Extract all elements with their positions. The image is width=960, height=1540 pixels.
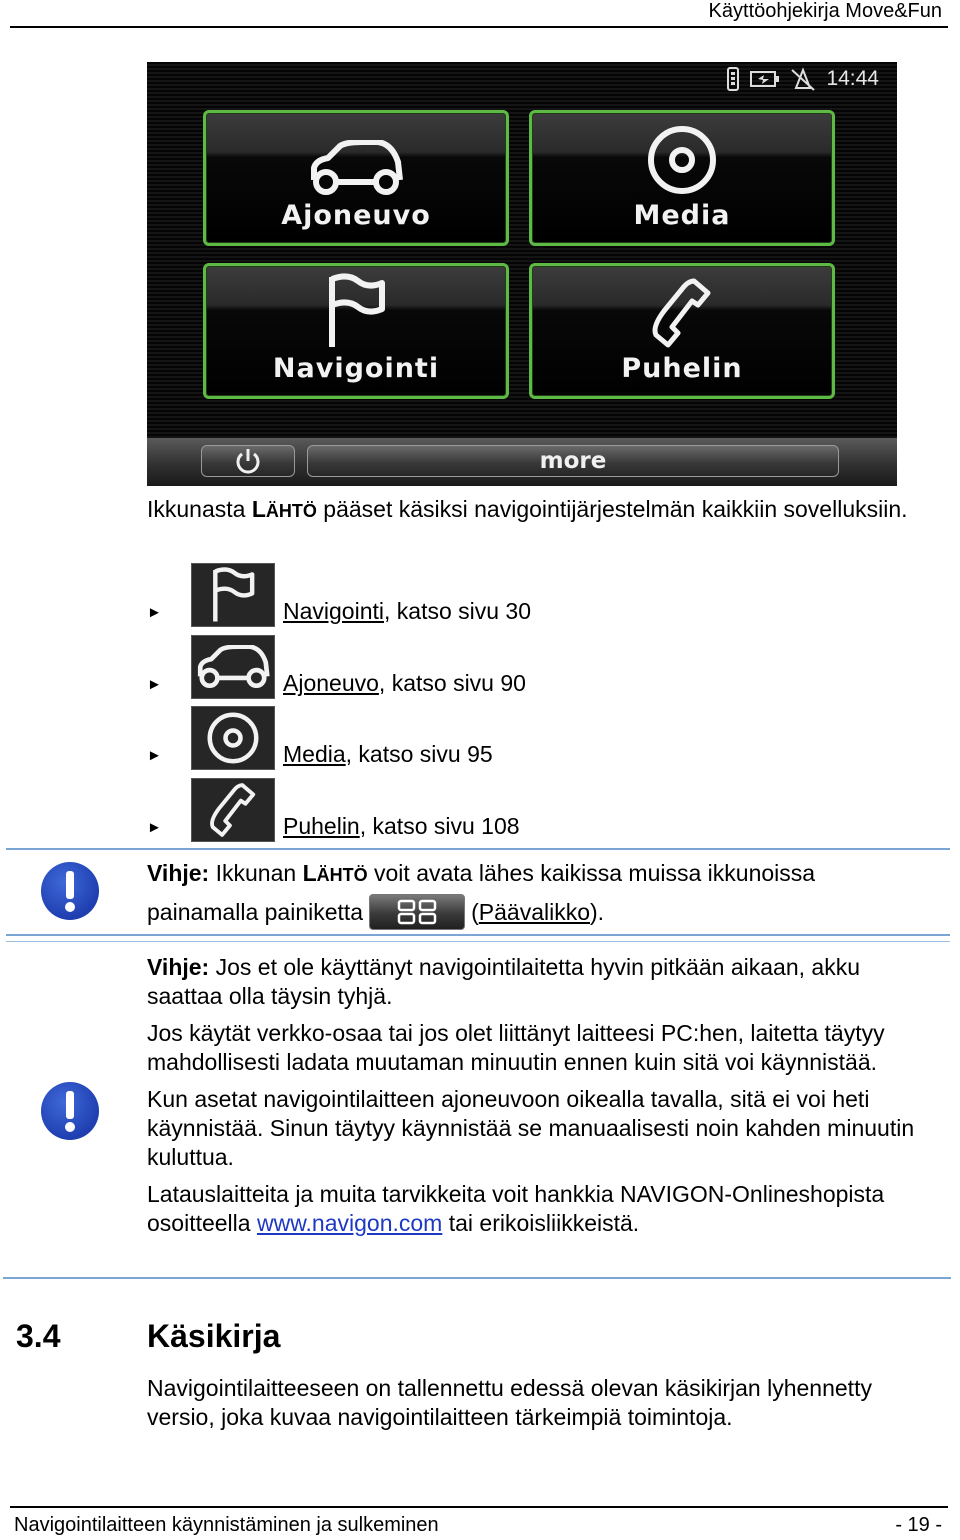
tile-navigointi[interactable]: [203, 263, 509, 399]
tile-label-ajoneuvo: Ajoneuvo: [281, 200, 431, 231]
phone-icon: [650, 277, 714, 349]
car-icon: [306, 140, 406, 196]
list-item: ► Puhelin, katso sivu 108: [147, 778, 520, 842]
page-number: - 19 -: [895, 1514, 942, 1536]
exclamation-icon: [41, 1082, 99, 1140]
triangle-bullet-icon: ►: [147, 676, 162, 693]
battery-icon: [750, 70, 780, 88]
tip-rule-bottom: [6, 934, 950, 936]
section-number: 3.4: [16, 1318, 61, 1354]
main-menu-grid-icon: [397, 899, 437, 925]
lahto-caps-first: L: [251, 496, 266, 522]
tip-2: [147, 953, 939, 1238]
footer-chapter: Navigointilaitteen käynnistäminen ja sulkeminen: [14, 1514, 439, 1536]
more-label: more: [539, 448, 607, 474]
tile-ajoneuvo[interactable]: [203, 110, 509, 246]
power-button[interactable]: [201, 445, 295, 477]
tile-label-puhelin: Puhelin: [621, 353, 743, 384]
triangle-bullet-icon: ►: [147, 819, 162, 836]
section-body: Navigointilaitteeseen on tallennettu edessä olevan käsikirjan lyhennetty versio, joka kuvaa navigointilaitteen tärkeimpiä toimintoja.: [147, 1375, 872, 1430]
navigon-url-link[interactable]: www.navigon.com: [256, 1210, 443, 1236]
power-icon: [234, 447, 262, 475]
link-media[interactable]: Media: [283, 741, 346, 767]
status-bar: [726, 66, 879, 92]
device-bottom-bar: [147, 438, 897, 486]
tile-label-media: Media: [633, 200, 731, 231]
exclamation-icon: [41, 862, 99, 920]
device-screenshot: [147, 62, 897, 486]
footer-rule: [10, 1506, 948, 1508]
tip-2-paragraph-3: Kun asetat navigointilaitteen ajoneuvoon oikealla tavalla, sitä ei voi heti käynnistää. Sinun täytyy käynnistää se manuaalisesti noin kahden minuutin kuluttua.: [147, 1086, 915, 1170]
tip-2-rule-bottom: [3, 1277, 951, 1279]
tip-rule-thin: [6, 941, 950, 942]
header-rule: [10, 26, 948, 28]
gps-receiver-icon: [726, 67, 740, 91]
tip-label: Vihje:: [147, 860, 210, 886]
car-icon: [191, 635, 275, 699]
tip-label: Vihje:: [147, 954, 210, 980]
status-time: 14:44: [826, 67, 879, 90]
section-title: Käsikirja: [147, 1318, 281, 1354]
flag-icon: [191, 563, 275, 627]
document-header: Käyttöohjekirja Move&Fun: [708, 0, 942, 22]
tile-media[interactable]: [529, 110, 835, 246]
tip-2-paragraph-1: Vihje: Jos et ole käyttänyt navigointilaitetta hyvin pitkään aikaan, akku saattaa olla täysin tyhjä.: [147, 954, 860, 1009]
gps-signal-off-icon: [790, 66, 816, 92]
tile-label-navigointi: Navigointi: [272, 353, 440, 384]
lahto-caps-rest: ÄHTÖ: [265, 501, 317, 521]
link-navigointi[interactable]: Navigointi: [283, 598, 384, 624]
list-item: ► Navigointi, katso sivu 30: [147, 563, 531, 627]
tip-rule-top: [6, 848, 950, 850]
triangle-bullet-icon: ►: [147, 747, 162, 764]
link-paavalikko[interactable]: Päävalikko: [478, 899, 590, 926]
tip-2-paragraph-4: Latauslaitteita ja muita tarvikkeita voit hankkia NAVIGON-Onlineshopista osoitteella www.navigon.com tai erikoisliikkeistä.: [147, 1181, 885, 1236]
list-item: ► Media, katso sivu 95: [147, 706, 493, 770]
more-button[interactable]: [307, 445, 839, 477]
link-puhelin[interactable]: Puhelin: [283, 813, 360, 839]
list-item: ► Ajoneuvo, katso sivu 90: [147, 635, 526, 699]
intro-paragraph: Ikkunasta LÄHTÖ pääset käsiksi navigointijärjestelmän kaikkiin sovelluksiin.: [147, 496, 908, 522]
link-ajoneuvo[interactable]: Ajoneuvo: [283, 670, 379, 696]
tile-puhelin[interactable]: [529, 263, 835, 399]
tip-1: Vihje: Ikkunan LÄHTÖ voit avata lähes kaikissa muissa ikkunoissa painamalla painiketta (Päävalikko).: [147, 859, 937, 930]
disc-icon: [646, 124, 718, 196]
tip-2-paragraph-2: Jos käytät verkko-osaa tai jos olet liittänyt laitteesi PC:hen, laitetta täytyy mahdollisesti ladata muutaman minuutin ennen kuin sitä voi käynnistää.: [147, 1020, 885, 1075]
main-menu-button-image: [369, 894, 465, 930]
disc-icon: [191, 706, 275, 770]
phone-icon: [191, 778, 275, 842]
triangle-bullet-icon: ►: [147, 604, 162, 621]
flag-icon: [324, 273, 388, 349]
